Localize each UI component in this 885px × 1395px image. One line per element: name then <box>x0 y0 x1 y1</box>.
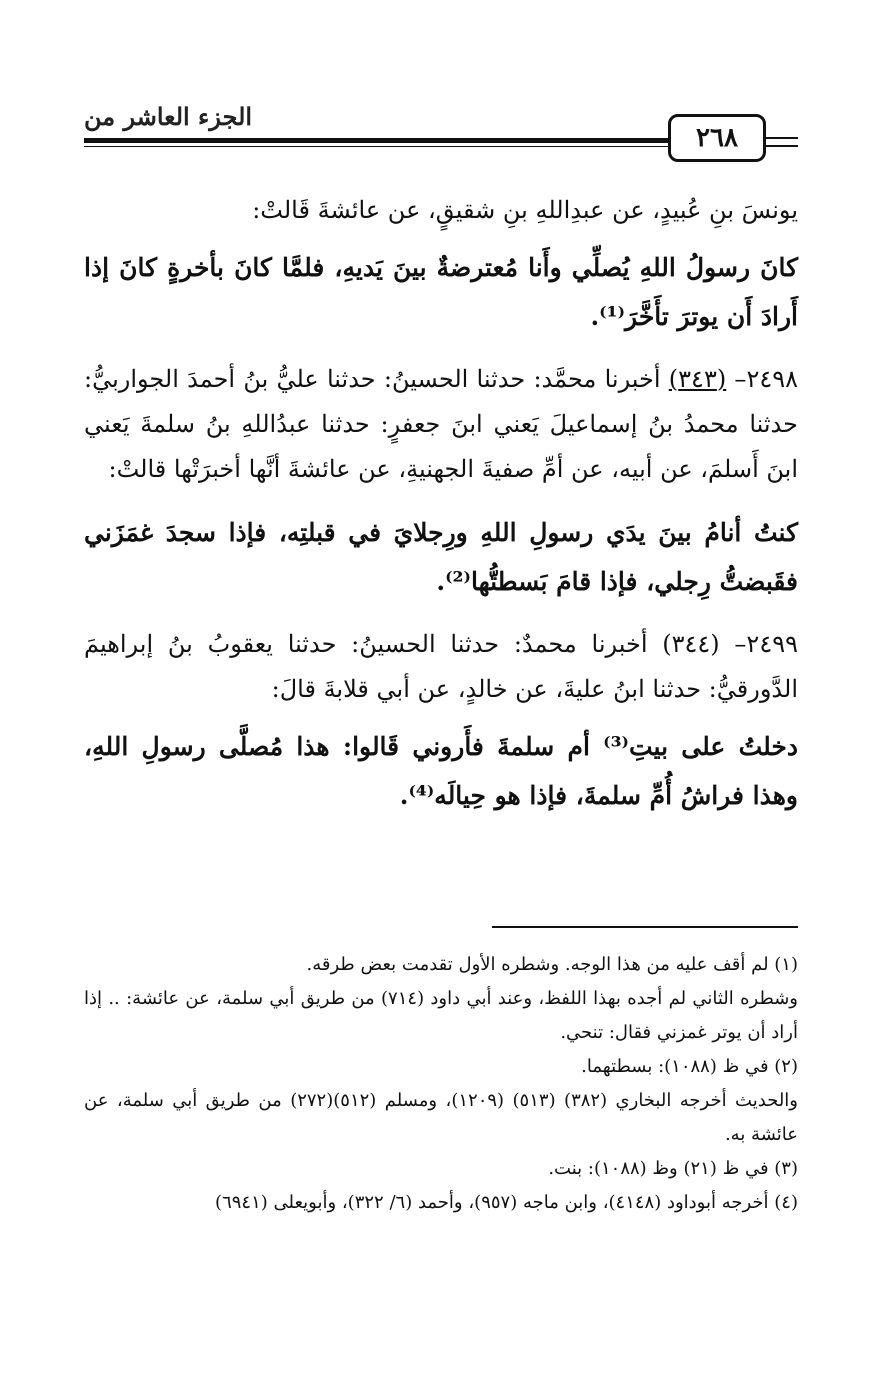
page-number: ٢٦٨ <box>668 114 766 162</box>
hadith-chain-2498 <box>84 357 798 492</box>
hadith-chain-text: أخبرنا محمَّد: حدثنا الحسينُ: حدثنا عليُّ بنُ أحمدَ الجواربيُّ: حدثنا محمدُ بنُ إسماعيلَ يَعني ابنَ جعفرٍ: حدثنا عبدُاللهِ بنُ سلمةَ يَعني ابنَ أَسلمَ، عن أبيه، عن أمِّ صفيةَ الجهنيةِ، عن عائشةَ أنَّها أخبرَتْها قالتْ: <box>84 365 798 483</box>
header-rule-thin <box>84 146 766 147</box>
header-rule-right <box>766 137 798 147</box>
page-header <box>84 100 798 160</box>
footnote-separator <box>492 926 798 928</box>
footnote-1: (١) لم أقف عليه من هذا الوجه. وشطره الأول تقدمت بعض طرقه. <box>306 954 798 975</box>
running-title: الجزء العاشر من <box>84 102 253 131</box>
footnote-2-continued: والحديث أخرجه البخاري (٣٨٢) (٥١٣) (١٢٠٩)، ومسلم (٥١٢)(٢٧٢) من طريق أبي سلمة، عن عائشة به. <box>84 1090 798 1145</box>
hadith-reference: (٣٤٣) <box>668 365 727 393</box>
hadith-text-1: كانَ رسولُ اللهِ يُصلِّي وأَنا مُعترضةٌ بينَ يَديهِ، فلمَّا كانَ بأخرةٍ كانَ إذا أَرادَ أَن يوترَ تأَخَّرَ⁽¹⁾. <box>84 253 798 331</box>
footnotes <box>84 948 798 1220</box>
footnote-1-continued: وشطره الثاني لم أجده بهذا اللفظ، وعند أبي داود (٧١٤) من طريق أبي سلمة، عن عائشة: .. إذا أراد أن يوتر غمزني فقال: تنحي. <box>84 988 799 1043</box>
footnote-4: (٤) أخرجه أبوداود (٤١٤٨)، وابن ماجه (٩٥٧)، وأحمد (٦/ ٣٢٢)، وأبويعلى (٦٩٤١) <box>215 1192 798 1213</box>
hadith-text-3: دخلتُ على بيتِ⁽³⁾ أم سلمةَ فأَروني قَالوا: هذا مُصلَّى رسولِ اللهِ، وهذا فراشُ أُمِّ سلمةَ، فإذا هو حِيالَه⁽⁴⁾. <box>84 732 798 810</box>
hadith-number: ٢٤٩٨– <box>726 365 798 393</box>
footnote-3: (٣) في ظ (٢١) وظ (١٠٨٨): بنت. <box>548 1158 798 1179</box>
header-rule-thick <box>84 138 766 143</box>
hadith-chain-2499: ٢٤٩٩– (٣٤٤) أخبرنا محمدٌ: حدثنا الحسينُ: حدثنا يعقوبُ بنُ إبراهيمَ الدَّورقيُّ: حدثنا ابنُ عليةَ، عن خالدٍ، عن أبي قلابةَ قالَ: <box>84 630 798 703</box>
hadith-text-2: كنتُ أنامُ بينَ يدَي رسولِ اللهِ ورِجلايَ في قبلتِه، فإذا سجدَ غمَزَني فقَبضتُّ رِجلي، فإذا قامَ بَسطتُّها⁽²⁾. <box>84 518 798 596</box>
footnote-2: (٢) في ظ (١٠٨٨): بسطتهما. <box>581 1056 798 1077</box>
main-text <box>84 188 798 820</box>
paragraph-1: يونسَ بنِ عُبيدٍ، عن عبدِاللهِ بنِ شقيقٍ، عن عائشةَ قَالتْ: <box>252 196 798 224</box>
